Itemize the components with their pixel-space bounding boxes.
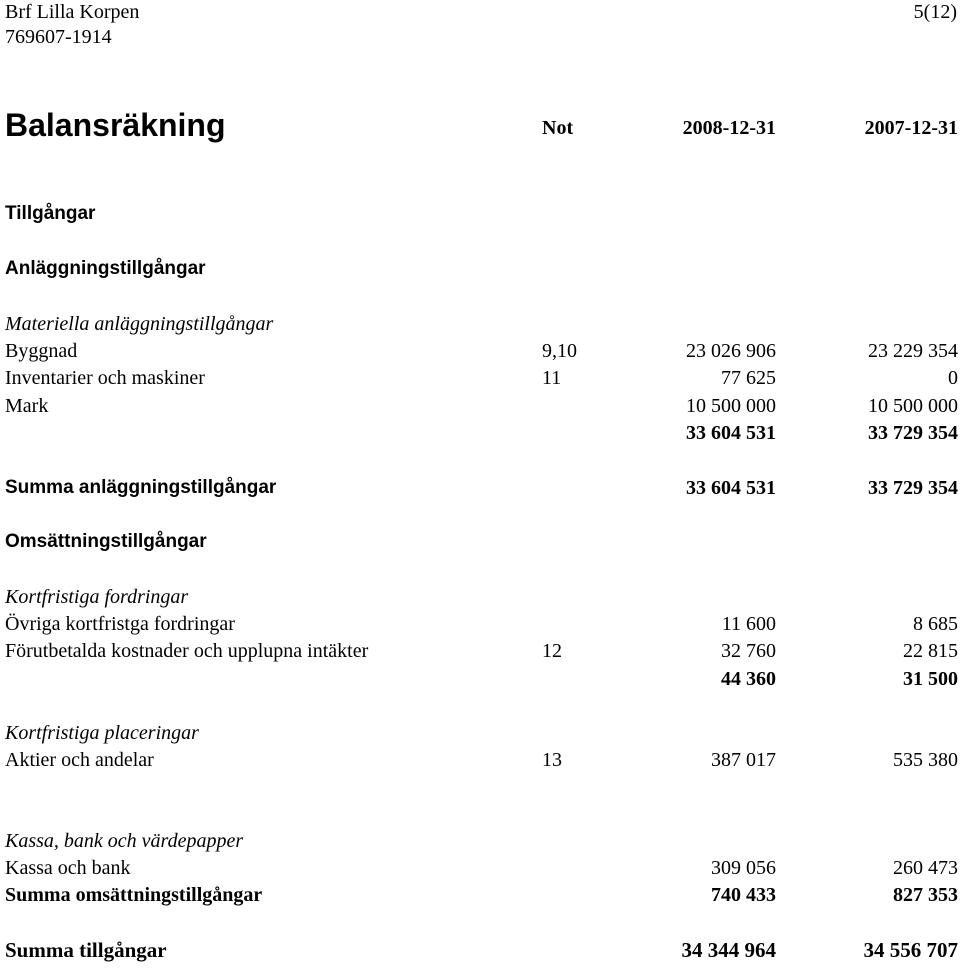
row-note: 13 bbox=[542, 749, 562, 771]
row-value-year1: 309 056 bbox=[711, 857, 776, 879]
page-number: 5(12) bbox=[913, 1, 957, 23]
company-name: Brf Lilla Korpen bbox=[5, 1, 140, 23]
row-note: 9,10 bbox=[542, 340, 577, 362]
subsection-label: Materiella anläggningstillgångar bbox=[5, 313, 274, 335]
row-label: Mark bbox=[5, 395, 49, 417]
row-value-year2: 10 500 000 bbox=[868, 395, 958, 417]
row-note: 11 bbox=[542, 367, 562, 389]
subtotal-value-year2: 33 729 354 bbox=[868, 422, 958, 444]
row-value-year2: 260 473 bbox=[893, 857, 958, 879]
subtotal-value-year2: 31 500 bbox=[903, 668, 958, 690]
row-value-year1: 10 500 000 bbox=[686, 395, 776, 417]
column-header-year2: 2007-12-31 bbox=[864, 117, 958, 139]
subtotal-value-year1: 33 604 531 bbox=[686, 422, 776, 444]
grand-total-value-year1: 34 344 964 bbox=[681, 938, 776, 962]
row-note: 12 bbox=[542, 640, 562, 662]
section-heading-current-assets: Omsättningstillgångar bbox=[5, 531, 207, 552]
row-value-year1: 387 017 bbox=[711, 749, 776, 771]
row-value-year2: 8 685 bbox=[913, 613, 958, 635]
row-label: Förutbetalda kostnader och upplupna intäkter bbox=[5, 640, 369, 662]
row-label: Kassa och bank bbox=[5, 857, 131, 879]
subsection-label: Kassa, bank och värdepapper bbox=[5, 830, 244, 852]
total-value-year2: 827 353 bbox=[893, 884, 958, 906]
row-value-year2: 0 bbox=[948, 367, 958, 389]
row-label: Byggnad bbox=[5, 340, 78, 362]
row-label: Inventarier och maskiner bbox=[5, 367, 205, 389]
total-value-year2: 33 729 354 bbox=[868, 477, 958, 499]
row-value-year1: 11 600 bbox=[721, 613, 776, 635]
column-header-note: Not bbox=[542, 117, 574, 139]
organization-number: 769607-1914 bbox=[5, 26, 112, 48]
row-label: Aktier och andelar bbox=[5, 749, 154, 771]
row-value-year2: 23 229 354 bbox=[868, 340, 958, 362]
total-value-year1: 33 604 531 bbox=[686, 477, 776, 499]
row-value-year1: 23 026 906 bbox=[686, 340, 776, 362]
row-label: Övriga kortfristga fordringar bbox=[5, 613, 235, 635]
subsection-label: Kortfristiga fordringar bbox=[5, 586, 189, 608]
total-value-year1: 740 433 bbox=[711, 884, 776, 906]
row-value-year1: 32 760 bbox=[721, 640, 776, 662]
row-value-year2: 535 380 bbox=[893, 749, 958, 771]
total-label: Summa omsättningstillgångar bbox=[5, 884, 263, 906]
subtotal-value-year1: 44 360 bbox=[721, 668, 776, 690]
column-header-year1: 2008-12-31 bbox=[682, 117, 776, 139]
section-heading-assets: Tillgångar bbox=[5, 203, 96, 224]
row-value-year2: 22 815 bbox=[903, 640, 958, 662]
grand-total-value-year2: 34 556 707 bbox=[863, 938, 958, 962]
section-heading-fixed-assets: Anläggningstillgångar bbox=[5, 258, 206, 279]
page-title: Balansräkning bbox=[5, 107, 226, 143]
grand-total-label: Summa tillgångar bbox=[5, 938, 167, 962]
total-label: Summa anläggningstillgångar bbox=[5, 477, 277, 498]
subsection-label: Kortfristiga placeringar bbox=[5, 722, 199, 744]
row-value-year1: 77 625 bbox=[721, 367, 776, 389]
